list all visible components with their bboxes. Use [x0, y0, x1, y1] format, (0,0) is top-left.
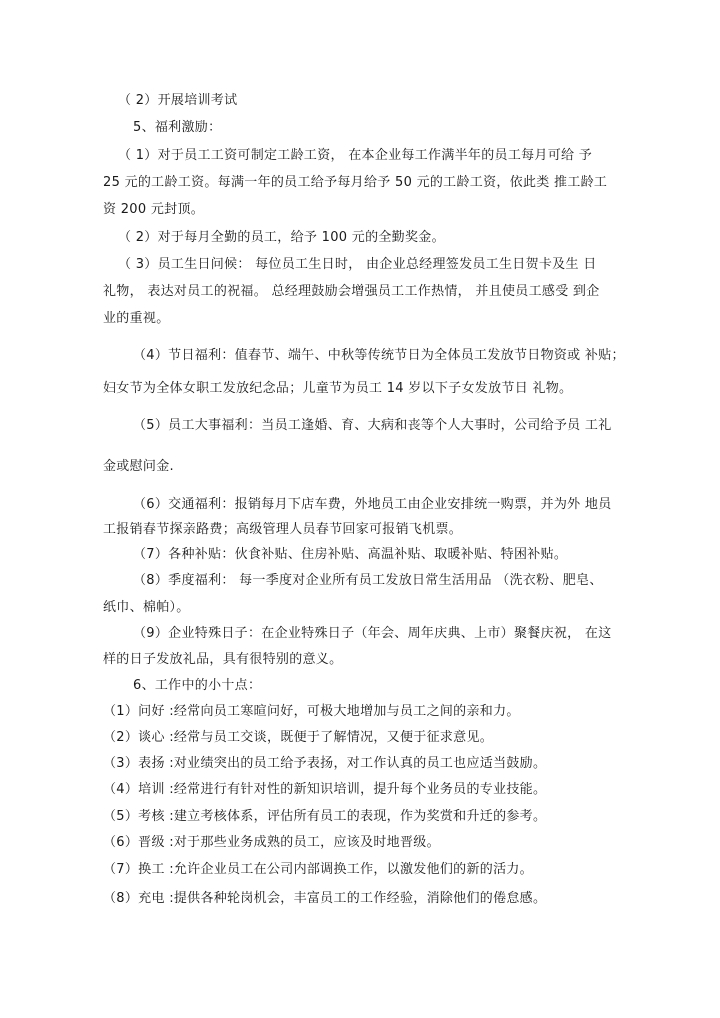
text-line: （ 3）员工生日问候： 每位员工生日时， 由企业总经理签发员工生日贺卡及生 日 [118, 257, 597, 272]
text-line: 样的日子发放礼品，具有很特别的意义。 [103, 652, 343, 667]
list-item: （3）表扬 :对业绩突出的员工给予表扬，对工作认真的员工也应适当鼓励。 [103, 756, 547, 771]
text-line: 25 元的工龄工资。每满一年的员工给予每月给予 50 元的工龄工资，依此类 推工龄工 [103, 175, 608, 190]
text-line: （9）企业特殊日子：在企业特殊日子（年会、周年庆典、上市）聚餐庆祝， 在这 [133, 626, 612, 641]
text-line: （4）节日福利：值春节、端午、中秋等传统节日为全体员工发放节日物资或 补贴； [133, 348, 625, 363]
text-line: （7）各种补贴：伙食补贴、住房补贴、高温补贴、取暖补贴、特困补贴。 [133, 547, 568, 562]
text-line: （6）交通福利：报销每月下店车费，外地员工由企业安排统一购票，并为外 地员 [133, 497, 612, 512]
list-item: （5）考核 :建立考核体系，评估所有员工的表现，作为奖赏和升迁的参考。 [103, 809, 547, 824]
list-item: （1）问好 :经常向员工寒暄问好，可极大地增加与员工之间的亲和力。 [103, 704, 520, 719]
text-line: （5）员工大事福利：当员工逢婚、育、大病和丧等个人大事时，公司给予员 工礼 [133, 418, 612, 433]
section-heading: 5、福利激励： [133, 120, 222, 135]
list-item: （8）充电 :提供各种轮岗机会，丰富员工的工作经验，消除他们的倦怠感。 [103, 891, 547, 906]
text-line: （ 1）对于员工工资可制定工龄工资， 在本企业每工作满半年的员工每月可给 予 [118, 148, 593, 163]
text-line: 业的重视。 [103, 311, 170, 326]
list-item: （7）换工 :允许企业员工在公司内部调换工作，以激发他们的新的活力。 [103, 862, 533, 877]
section-heading: 6、工作中的小十点： [133, 678, 262, 693]
text-line: 妇女节为全体女职工发放纪念品；儿童节为员工 14 岁以下子女发放节日 礼物。 [103, 381, 573, 396]
text-line: 金或慰问金. [103, 459, 174, 474]
list-item: （6）晋级 :对于那些业务成熟的员工，应该及时地晋级。 [103, 835, 440, 850]
list-item: （2）谈心 :经常与员工交谈，既便于了解情况，又便于征求意见。 [103, 730, 494, 745]
text-line: （8）季度福利： 每一季度对企业所有员工发放日常生活用品 （洗衣粉、肥皂、 [133, 573, 603, 588]
text-line: 礼物， 表达对员工的祝福。 总经理鼓励会增强员工工作热情， 并且使员工感受 到企 [103, 284, 600, 299]
text-line: 资 200 元封顶。 [103, 202, 205, 217]
text-line: 纸巾、棉帕）。 [103, 600, 190, 615]
list-item: （4）培训 :经常进行有针对性的新知识培训，提升每个业务员的专业技能。 [103, 782, 547, 797]
text-line: 工报销春节探亲路费；高级管理人员春节回家可报销飞机票。 [103, 522, 463, 537]
text-line: （ 2）对于每月全勤的员工，给予 100 元的全勤奖金。 [118, 230, 445, 245]
text-line: （ 2）开展培训考试 [118, 93, 238, 108]
